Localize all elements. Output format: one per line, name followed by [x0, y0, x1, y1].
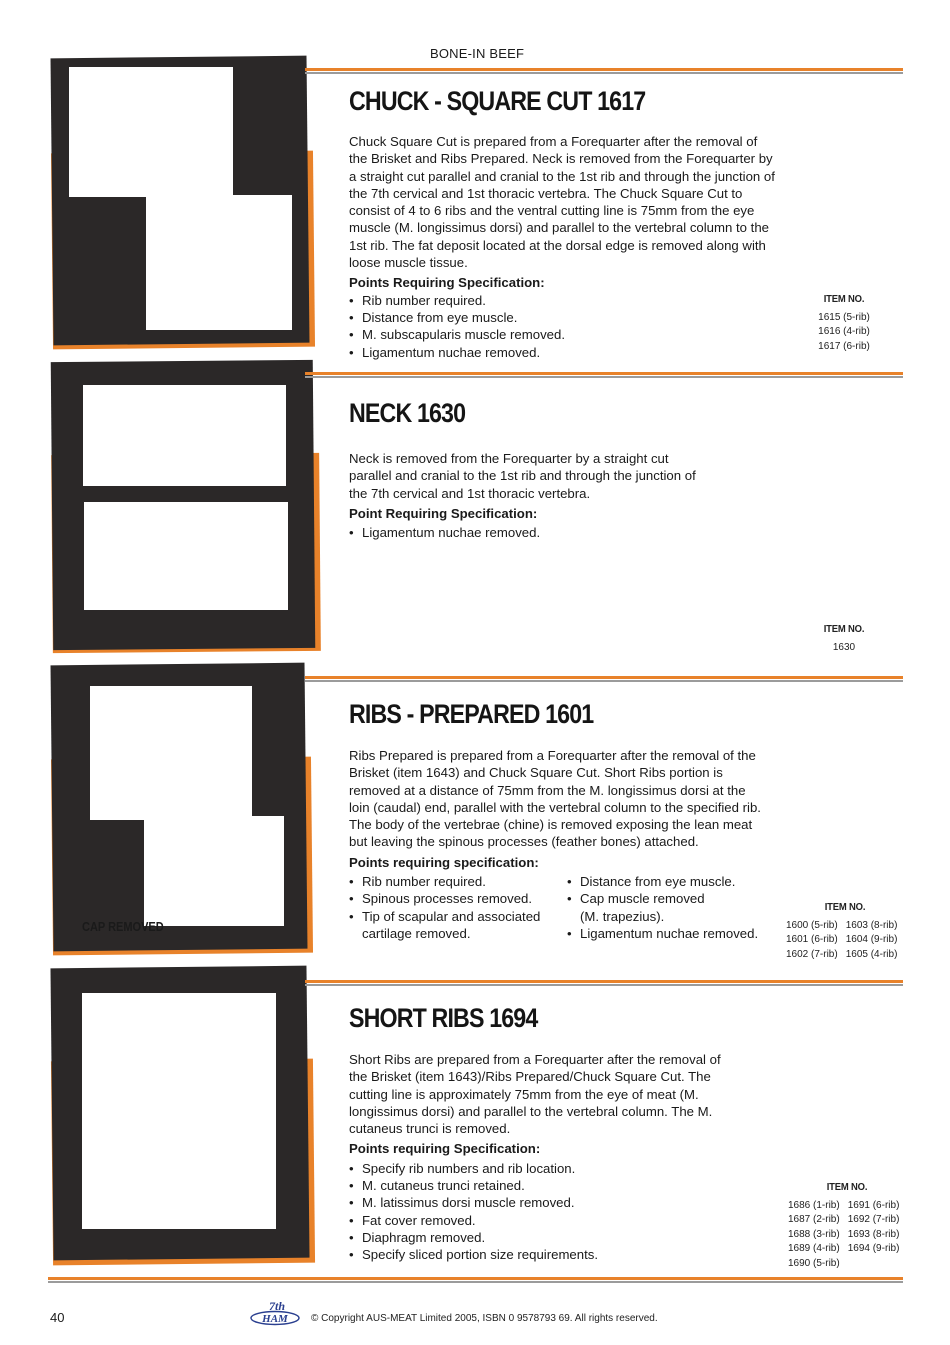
neck-photo	[50, 357, 318, 657]
item-number: 1692 (7-rib)	[847, 1214, 900, 1225]
item-number: 1601 (6-rib)	[786, 934, 838, 945]
spec-heading: Point Requiring Specification:	[349, 505, 538, 521]
section-title: RIBS - PREPARED 1601	[349, 699, 594, 729]
section-rule	[305, 68, 903, 75]
list-item: • M. subscapularis muscle removed.	[349, 326, 779, 343]
item-number: 1689 (4-rib)	[788, 1243, 840, 1254]
page-number: 40	[50, 1310, 65, 1325]
item-number-block	[786, 900, 904, 962]
spec-heading: Points Requiring Specification:	[349, 275, 545, 291]
section-title: NECK 1630	[349, 398, 466, 428]
footer-rule	[48, 1277, 903, 1284]
item-number: 1605 (4-rib)	[845, 948, 898, 960]
list-item: • Distance from eye muscle.	[349, 309, 779, 326]
neck-section	[349, 398, 779, 541]
handbook-logo-icon	[250, 1298, 300, 1326]
spec-list-columns	[349, 873, 789, 942]
spec-list	[567, 873, 787, 942]
section-description: Ribs Prepared is prepared from a Forequarter after the removal of the Brisket (item 1643) and Chuck Square Cut. Short Ribs portion is removed at a distance of 75mm from the M. longissimus dorsi at the loin (caudal) end, parallel with the vertebral column to the specified rib. The body of the vertebrae (chine) is removed exposing the lean meat but leaving the spinous processes (feather bones) attached.	[349, 748, 761, 850]
item-number-label: ITEM NO.	[824, 901, 866, 913]
list-item: • Rib number required.	[349, 292, 779, 309]
list-item: • Tip of scapular and associated cartilage removed.	[349, 908, 555, 943]
section-rule	[305, 980, 903, 987]
item-number: 1687 (2-rib)	[788, 1214, 840, 1225]
section-description: Neck is removed from the Forequarter by a straight cut parallel and cranial to the 1st rib and through the junction of the 7th cervical and 1st thoracic vertebra.	[349, 451, 696, 501]
section-title: SHORT RIBS 1694	[349, 1003, 538, 1033]
list-item: • Specify rib numbers and rib location.	[349, 1160, 779, 1177]
item-number-columns	[786, 919, 904, 963]
item-number: 1688 (3-rib)	[788, 1228, 840, 1240]
item-number: 1694 (9-rib)	[847, 1243, 900, 1254]
list-item: • Cap muscle removed (M. trapezius).	[567, 890, 717, 925]
item-number-block	[800, 622, 888, 655]
section-description: Chuck Square Cut is prepared from a Forequarter after the removal of the Brisket and Ribs Prepared. Neck is removed from the Forequarter by a straight cut parallel and cranial to the 1st rib and through the junction of the 7th cervical and 1st thoracic vertebra. The Chuck Square Cut to consist of 4 to 6 ribs and the ventral cutting line is 75mm from the eye muscle (M. longissimus dorsi) and parallel to the vertebral column to the 1st rib. The fat deposit located at the dorsal edge is removed along with loose muscle tissue.	[349, 134, 775, 271]
spec-list	[349, 1160, 779, 1264]
section-rule	[305, 372, 903, 379]
item-number: 1630	[832, 641, 856, 653]
list-item: • M. latissimus dorsi muscle removed.	[349, 1194, 779, 1211]
item-number: 1604 (9-rib)	[845, 934, 898, 945]
list-item: • Rib number required.	[349, 873, 555, 890]
page-header-category: BONE-IN BEEF	[430, 46, 525, 61]
logo-text-bottom: HAM	[262, 1313, 288, 1325]
item-number: 1690 (5-rib)	[788, 1257, 840, 1269]
item-number-block	[800, 292, 888, 354]
spec-heading: Points requiring specification:	[349, 854, 539, 870]
list-item: • Fat cover removed.	[349, 1212, 779, 1229]
item-number: 1600 (5-rib)	[786, 919, 838, 931]
chuck-square-cut-photo	[50, 55, 310, 355]
item-number: 1686 (1-rib)	[788, 1199, 840, 1211]
short-ribs-section	[349, 1003, 779, 1264]
spec-list	[349, 292, 779, 361]
item-number-label: ITEM NO.	[826, 1181, 868, 1193]
section-title: CHUCK - SQUARE CUT 1617	[349, 86, 646, 116]
cap-removed-label: CAP REMOVED	[82, 920, 164, 934]
list-item: • Spinous processes removed.	[349, 890, 555, 907]
spec-list	[349, 524, 779, 541]
list-item: • Ligamentum nuchae removed.	[567, 925, 787, 942]
short-ribs-photo	[50, 963, 312, 1269]
item-number: 1602 (7-rib)	[786, 948, 838, 960]
item-number: 1616 (4-rib)	[818, 326, 870, 337]
list-item: • Specify sliced portion size requirements.	[349, 1246, 779, 1263]
item-number-columns	[788, 1199, 906, 1272]
spec-heading: Points requiring Specification:	[349, 1141, 541, 1157]
section-rule	[305, 676, 903, 683]
item-number-label: ITEM NO.	[823, 623, 865, 635]
chuck-square-cut-section	[349, 86, 779, 361]
spec-list	[349, 873, 555, 942]
list-item: • Ligamentum nuchae removed.	[349, 524, 779, 541]
list-item: • Ligamentum nuchae removed.	[349, 344, 779, 361]
item-number-label: ITEM NO.	[823, 293, 865, 305]
list-item: • M. cutaneus trunci retained.	[349, 1177, 779, 1194]
item-number: 1691 (6-rib)	[847, 1199, 900, 1211]
copyright-notice: © Copyright AUS-MEAT Limited 2005, ISBN 0 9578793 69. All rights reserved.	[311, 1313, 658, 1324]
item-number: 1603 (8-rib)	[845, 919, 898, 931]
item-number: 1693 (8-rib)	[847, 1228, 900, 1240]
ribs-prepared-section	[349, 699, 789, 942]
ribs-prepared-photo	[50, 660, 312, 960]
list-item: • Distance from eye muscle.	[567, 873, 787, 890]
item-number: 1617 (6-rib)	[818, 340, 870, 352]
list-item: • Diaphragm removed.	[349, 1229, 779, 1246]
section-description: Short Ribs are prepared from a Forequarter after the removal of the Brisket (item 1643)/Ribs Prepared/Chuck Square Cut. The cutting line is approximately 75mm from the eye of meat (M. longissimus dorsi) and parallel to the vertebral column. The M. cutaneus trunci is removed.	[349, 1052, 721, 1137]
item-number-block	[788, 1180, 906, 1271]
item-number: 1615 (5-rib)	[818, 311, 870, 323]
logo-text-top: 7th	[268, 1299, 286, 1313]
